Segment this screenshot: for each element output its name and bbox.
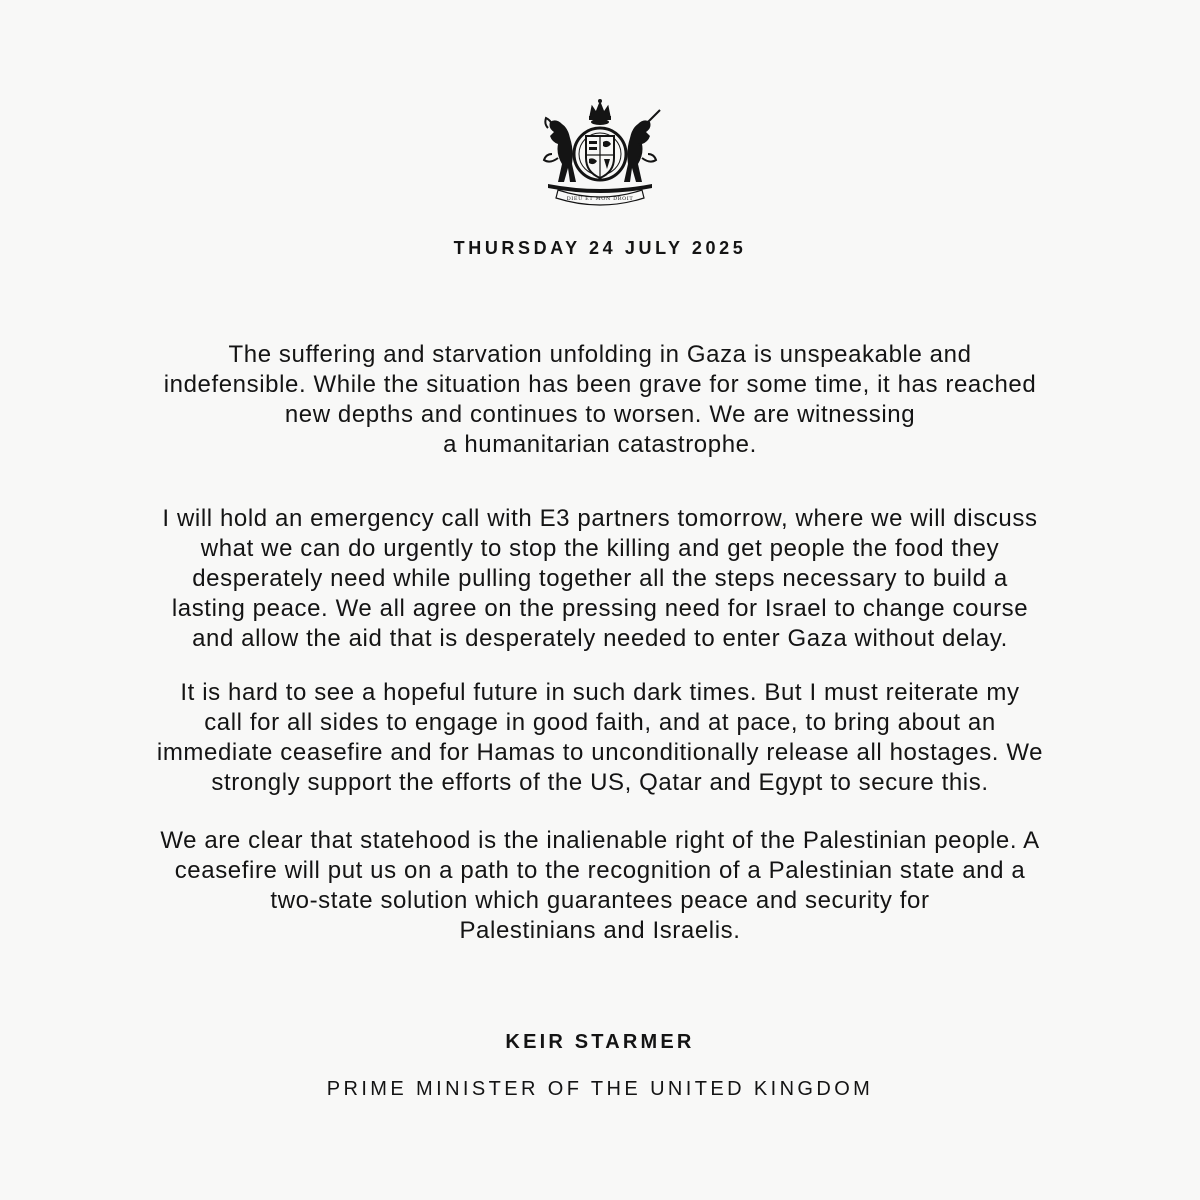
paragraph-line: indefensible. While the situation has been grave for some time, it has reached [163, 371, 1037, 398]
paragraph-line: new depths and continues to worsen. We are witnessing [284, 401, 916, 428]
royal-coat-of-arms-icon [528, 98, 672, 206]
crest-motto: DIEU ET MON DROIT [566, 196, 634, 202]
paragraph-line: immediate ceasefire and for Hamas to unconditionally release all hostages. We [156, 739, 1044, 766]
signatory-name: KEIR STARMER [505, 1031, 695, 1053]
paragraph-1 [0, 340, 1200, 460]
paragraph-line: call for all sides to engage in good faith, and at pace, to bring about an [204, 709, 996, 736]
paragraph-2 [0, 504, 1200, 654]
paragraph-line: Palestinians and Israelis. [459, 917, 741, 944]
paragraph-line: what we can do urgently to stop the killing and get people the food they [200, 535, 1000, 562]
paragraph-4 [0, 826, 1200, 946]
paragraph-line: strongly support the efforts of the US, Qatar and Egypt to secure this. [211, 769, 989, 796]
paragraph-line: We are clear that statehood is the inalienable right of the Palestinian people. A [160, 827, 1040, 854]
paragraph-line: The suffering and starvation unfolding in Gaza is unspeakable and [228, 341, 972, 368]
paragraph-line: lasting peace. We all agree on the pressing need for Israel to change course [171, 595, 1029, 622]
paragraph-line: I will hold an emergency call with E3 partners tomorrow, where we will discuss [162, 505, 1038, 532]
paragraph-line: and allow the aid that is desperately needed to enter Gaza without delay. [192, 625, 1008, 652]
paragraph-line: two-state solution which guarantees peace and security for [270, 887, 930, 914]
paragraph-line: ceasefire will put us on a path to the recognition of a Palestinian state and a [174, 857, 1026, 884]
signatory-title: PRIME MINISTER OF THE UNITED KINGDOM [326, 1078, 874, 1100]
paragraph-line: a humanitarian catastrophe. [443, 431, 757, 458]
paragraph-line: It is hard to see a hopeful future in such dark times. But I must reiterate my [180, 679, 1020, 706]
statement-date: THURSDAY 24 JULY 2025 [453, 238, 747, 258]
paragraph-3 [0, 678, 1200, 798]
paragraph-line: desperately need while pulling together all the steps necessary to build a [192, 565, 1008, 592]
